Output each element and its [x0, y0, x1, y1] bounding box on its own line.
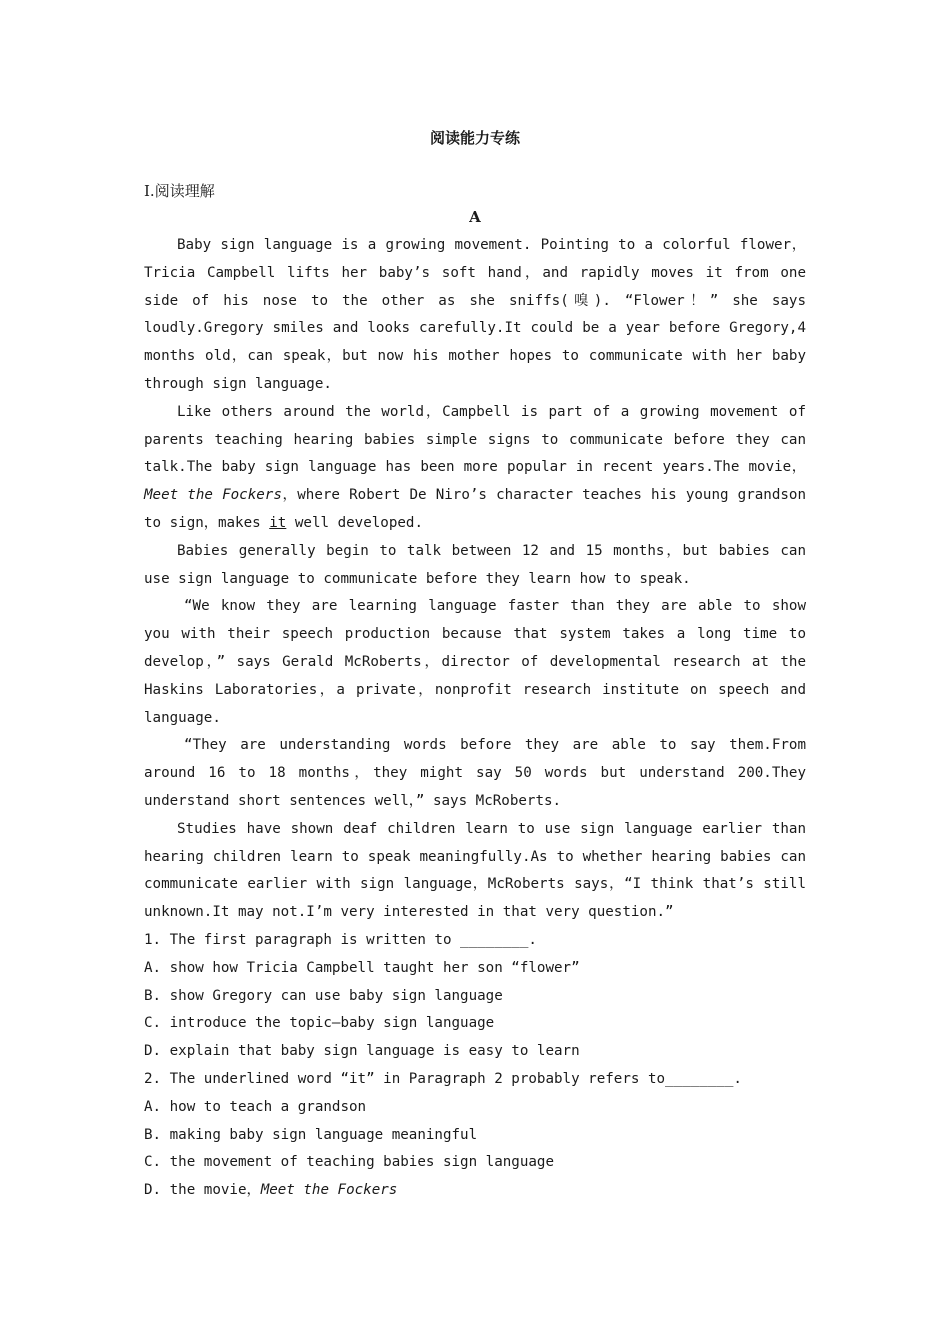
- question-1-option-a: A. show how Tricia Campbell taught her son “flower”: [144, 959, 580, 976]
- paragraph-2-part-c: well developed.: [286, 514, 423, 531]
- question-2-option-b: B. making baby sign language meaningful: [144, 1126, 478, 1143]
- movie-title: Meet the Fockers: [144, 487, 282, 504]
- question-1-option-c: C. introduce the topic—baby sign language: [144, 1015, 495, 1032]
- question-1-option-b: B. show Gregory can use baby sign language: [144, 987, 503, 1004]
- question-1-stem: 1. The first paragraph is written to ________.: [144, 931, 537, 948]
- paragraph-2-part-a: Like others around the world，Campbell is part of a growing movement of parents teaching hearing babies simple signs to communicate before they can talk.The baby sign language has been more popular in recent years.The movie，: [144, 403, 806, 476]
- question-2-option-c: C. the movement of teaching babies sign language: [144, 1154, 554, 1171]
- section-heading: Ⅰ.阅读理解: [144, 182, 215, 200]
- paragraph-4: “We know they are learning language faster than they are able to show you with their speech production because that system takes a long time to develop，” says Gerald McRoberts，director of developmental research at the Haskins Laboratories，a private，nonprofit research institute on speech and language.: [144, 598, 806, 726]
- question-2-stem: 2. The underlined word “it” in Paragraph 2 probably refers to________.: [144, 1070, 742, 1087]
- paragraph-1: Baby sign language is a growing movement. Pointing to a colorful flower，Tricia Campbell lifts her baby’s soft hand，and rapidly moves it from one side of his nose to the other as she sniffs(嗅). “Flower！” she says loudly.Gregory smiles and looks carefully.It could be a year before Gregory,4 months old，can speak，but now his mother hopes to communicate with her baby through sign language.: [144, 237, 806, 392]
- paragraph-2: [144, 399, 806, 538]
- document-title: 阅读能力专练: [429, 129, 520, 147]
- underlined-word-it: it: [269, 514, 287, 531]
- passage-label: A: [469, 208, 481, 226]
- paragraph-2-part-b: ，where Robert De Niro’s character teaches his young grandson to sign，makes: [144, 487, 806, 531]
- paragraph-5: “They are understanding words before they are able to say them.From around 16 to 18 months，they might say 50 words but understand 200.They understand short sentences well，” says McRoberts.: [144, 737, 806, 809]
- question-2-option-d-movie: Meet the Fockers: [260, 1182, 398, 1199]
- question-1-option-d: D. explain that baby sign language is easy to learn: [144, 1043, 580, 1060]
- question-2-option-d-text: D. the movie，: [144, 1182, 261, 1199]
- paragraph-3: Babies generally begin to talk between 12 and 15 months，but babies can use sign language to communicate before they learn how to speak.: [144, 542, 806, 587]
- question-2-option-d: [144, 1177, 806, 1205]
- question-2-option-a: A. how to teach a grandson: [144, 1098, 367, 1115]
- paragraph-6: Studies have shown deaf children learn to use sign language earlier than hearing children learn to speak meaningfully.As to whether hearing babies can communicate earlier with sign language，McRoberts says，“I think that’s still unknown.It may not.I’m very interested in that very question.”: [144, 820, 806, 921]
- passage-body: [144, 232, 806, 1205]
